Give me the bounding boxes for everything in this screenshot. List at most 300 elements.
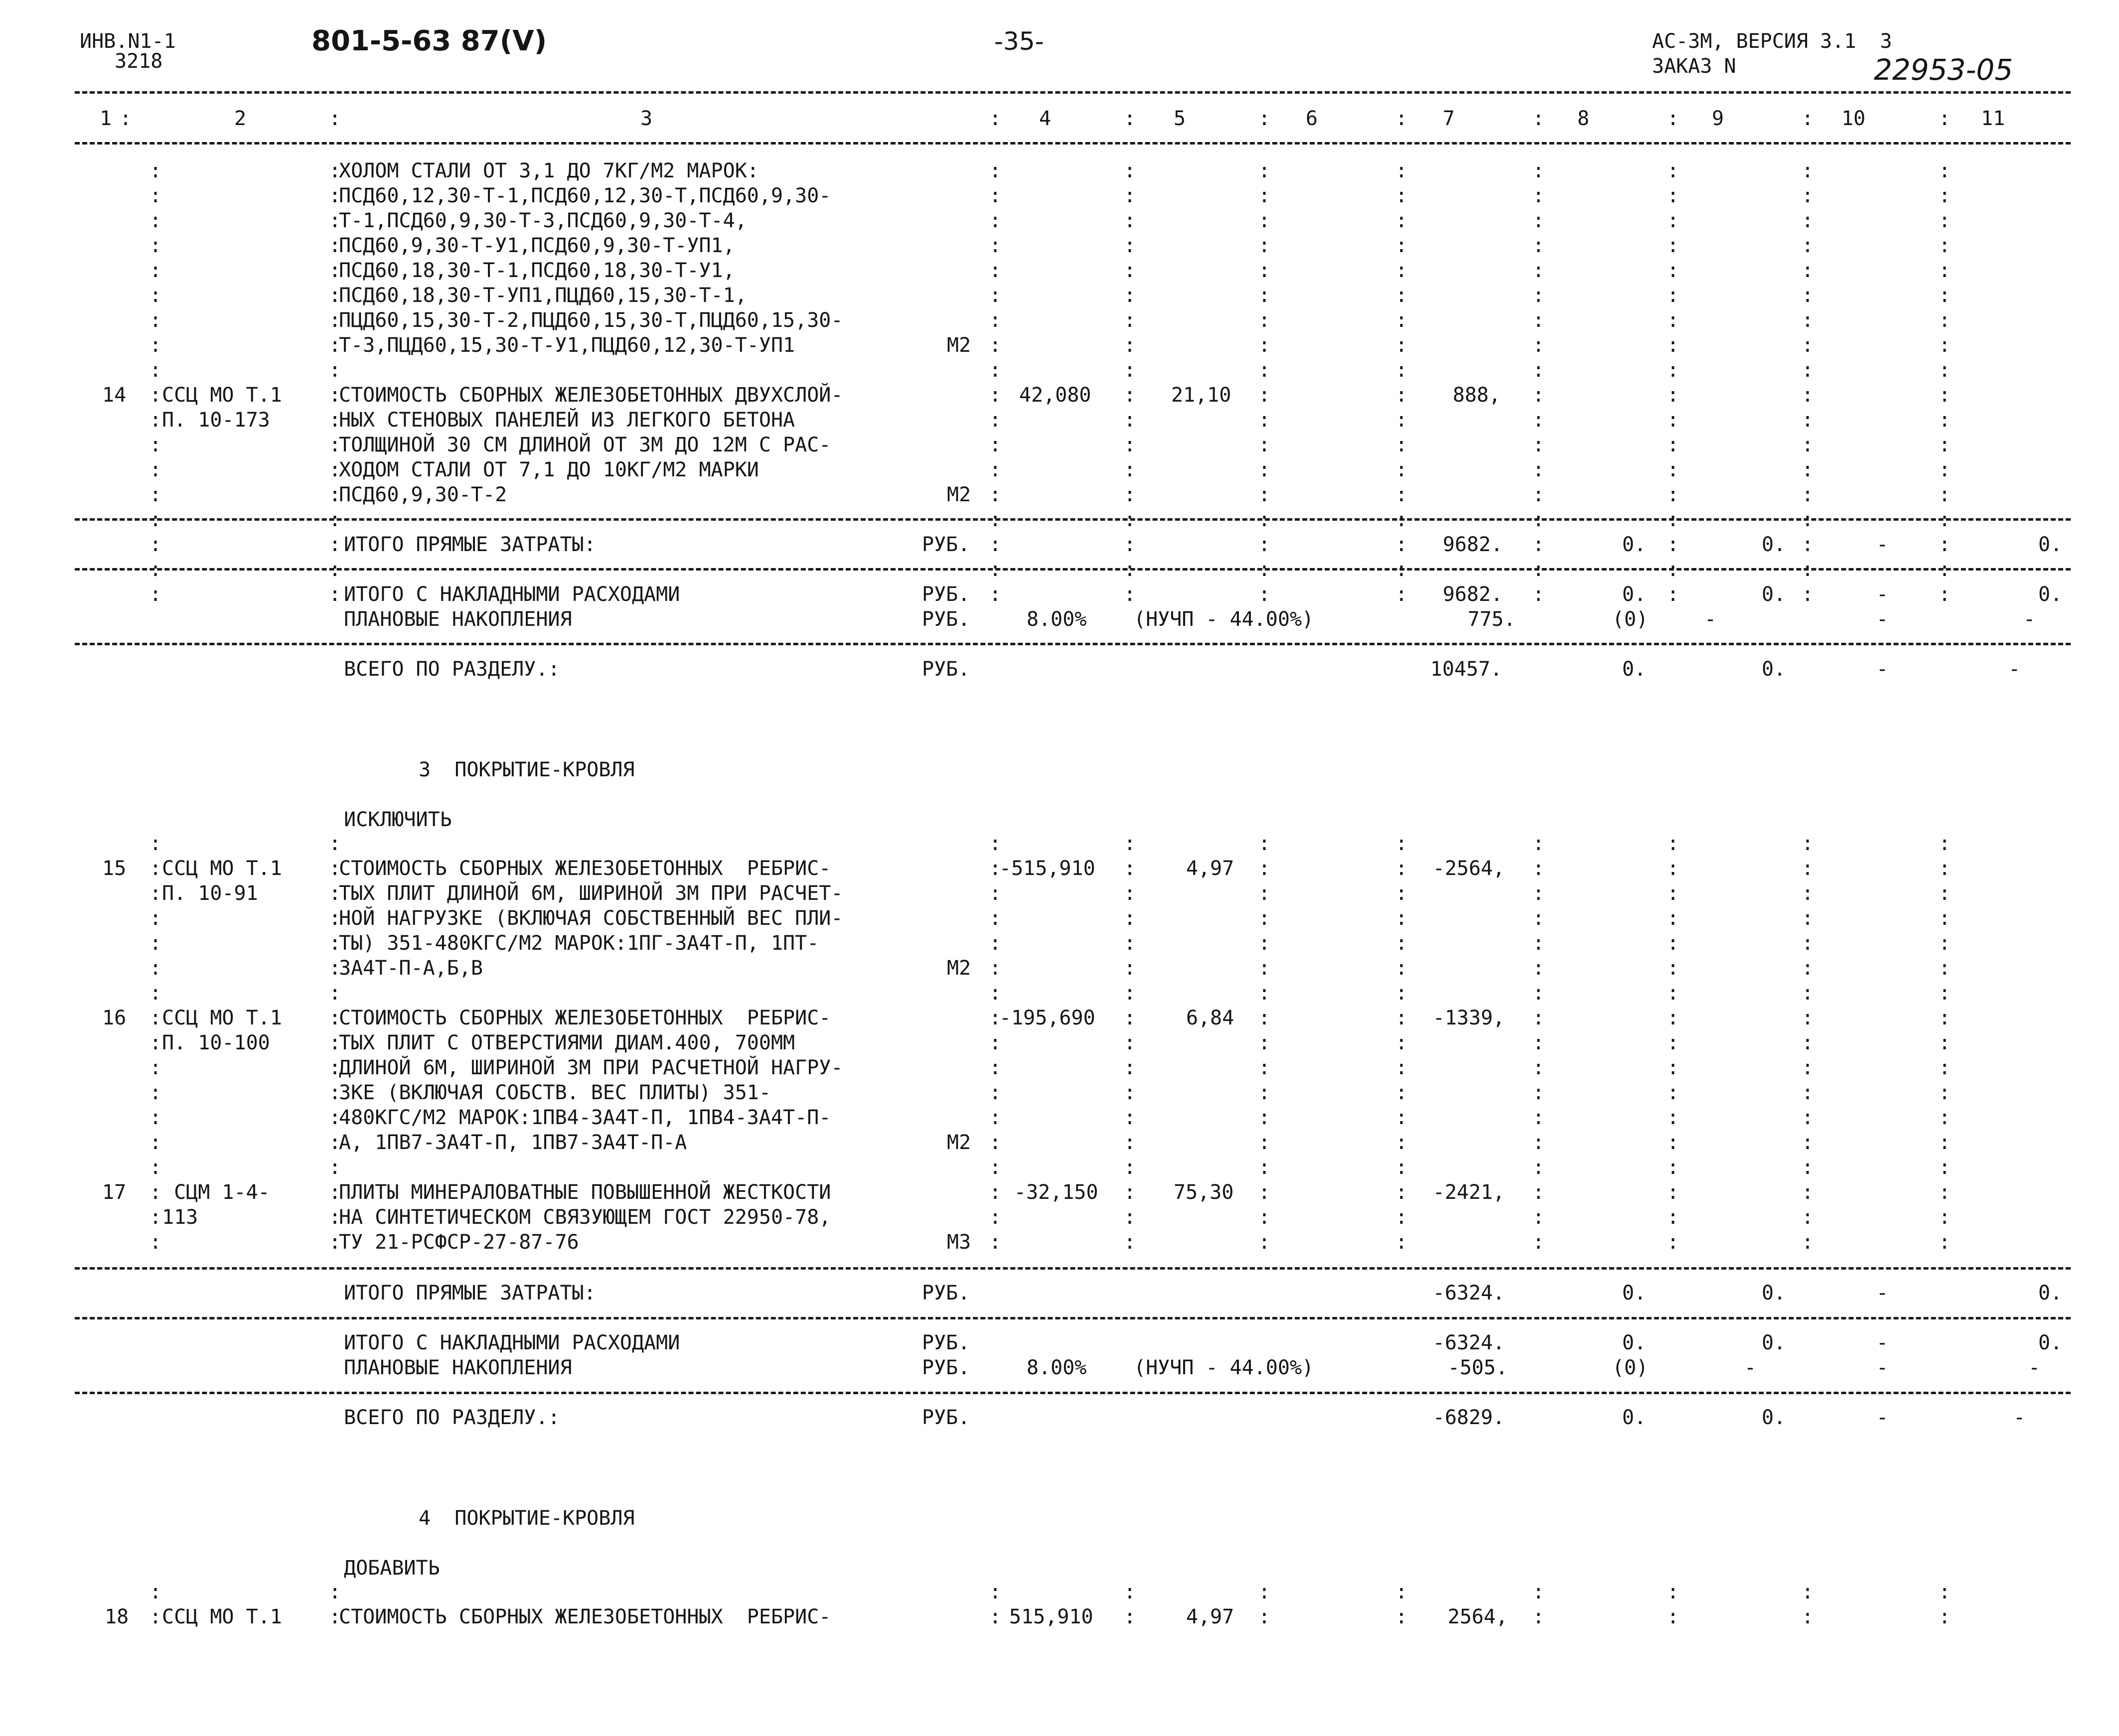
- column-separator: :: [1939, 234, 1951, 257]
- column-separator: :: [150, 1007, 162, 1029]
- total-value: -6324.: [1433, 1282, 1505, 1304]
- column-separator: :: [1395, 558, 1408, 581]
- column-separator: :: [1258, 583, 1271, 606]
- source-reference: П. 10-173: [162, 409, 270, 432]
- column-separator: :: [1939, 1181, 1951, 1204]
- column-separator: :: [1667, 1581, 1679, 1603]
- column-separator: :: [1667, 284, 1679, 307]
- column-separator: :: [1258, 882, 1271, 905]
- total-value: 0.: [1622, 583, 1647, 606]
- column-separator: :: [1124, 458, 1136, 481]
- column-separator: :: [1532, 907, 1545, 930]
- column-separator: :: [1532, 1131, 1545, 1154]
- column-separator: :: [1939, 359, 1951, 382]
- total-value: 0.: [1762, 1282, 1786, 1304]
- column-separator: :: [329, 1056, 341, 1079]
- column-separator: :: [1124, 309, 1136, 332]
- total-value: -: [1876, 583, 1889, 606]
- currency: РУБ.: [922, 583, 970, 606]
- column-separator: :: [150, 1605, 162, 1628]
- description-line: СТОИМОСТЬ СБОРНЫХ ЖЕЛЕЗОБЕТОННЫХ РЕБРИС-: [339, 1605, 831, 1628]
- column-separator: :: [150, 508, 162, 531]
- column-separator: :: [1258, 1007, 1271, 1029]
- quantity: -515,910: [999, 857, 1095, 880]
- column-separator: :: [1124, 957, 1136, 980]
- column-separator: :: [1532, 1181, 1545, 1204]
- column-separator: :: [329, 1181, 341, 1204]
- column-separator: :: [150, 533, 162, 556]
- column-separator: :: [329, 334, 341, 357]
- column-separator: :: [1124, 508, 1136, 531]
- total-value: -: [2013, 1406, 2026, 1429]
- column-separator: :: [150, 1056, 162, 1079]
- total-value: -6324.: [1433, 1331, 1505, 1354]
- column-separator: :: [329, 1156, 341, 1179]
- divider: [75, 1317, 2071, 1319]
- unit-price: 75,30: [1174, 1181, 1234, 1204]
- quantity: -32,150: [1014, 1181, 1098, 1204]
- column-separator: :: [1939, 209, 1951, 232]
- column-separator: :: [1802, 107, 1814, 130]
- column-separator: :: [329, 832, 341, 855]
- column-separator: :: [1667, 1031, 1679, 1054]
- column-separator: :: [1258, 234, 1271, 257]
- column-separator: :: [1802, 409, 1814, 432]
- total-value: (0): [1612, 608, 1649, 631]
- column-separator: :: [1939, 1007, 1951, 1029]
- column-separator: :: [1124, 483, 1136, 506]
- description-line: ПЛИТЫ МИНЕРАЛОВАТНЫЕ ПОВЫШЕННОЙ ЖЕСТКОСТИ: [339, 1181, 831, 1204]
- column-separator: :: [1667, 1156, 1679, 1179]
- column-separator: :: [1124, 334, 1136, 357]
- column-separator: :: [1939, 107, 1951, 130]
- column-separator: :: [329, 184, 341, 207]
- column-separator: :: [1939, 1231, 1951, 1254]
- column-separator: :: [1532, 284, 1545, 307]
- currency: РУБ.: [922, 533, 970, 556]
- total-value: 0.: [1762, 658, 1786, 681]
- column-separator: :: [1395, 583, 1408, 606]
- column-separator: :: [1939, 159, 1951, 182]
- column-separator: :: [1532, 957, 1545, 980]
- description-line: СТОИМОСТЬ СБОРНЫХ ЖЕЛЕЗОБЕТОННЫХ РЕБРИС-: [339, 1007, 831, 1029]
- column-separator: :: [1124, 932, 1136, 955]
- column-separator: :: [989, 1156, 1002, 1179]
- section-action: ДОБАВИТЬ: [344, 1557, 440, 1580]
- column-separator: :: [1124, 284, 1136, 307]
- total-value: (0): [1612, 1356, 1649, 1379]
- column-separator: :: [1124, 907, 1136, 930]
- column-separator: :: [1939, 882, 1951, 905]
- column-separator: :: [989, 359, 1002, 382]
- column-separator: :: [1802, 309, 1814, 332]
- column-separator: :: [150, 1156, 162, 1179]
- total-value: -: [1876, 1406, 1889, 1429]
- column-separator: :: [329, 1081, 341, 1104]
- column-separator: :: [1395, 409, 1408, 432]
- total-value: -: [1704, 608, 1717, 631]
- column-separator: :: [989, 458, 1002, 481]
- column-separator: :: [1395, 159, 1408, 182]
- column-separator: :: [150, 583, 162, 606]
- column-separator: :: [1667, 583, 1679, 606]
- column-separator: :: [989, 1106, 1002, 1129]
- column-separator: :: [150, 159, 162, 182]
- column-separator: :: [989, 384, 1002, 407]
- column-separator: :: [1124, 857, 1136, 880]
- column-separator: :: [1667, 259, 1679, 282]
- column-separator: :: [1258, 932, 1271, 955]
- totals-label: ВСЕГО ПО РАЗДЕЛУ.:: [344, 658, 560, 681]
- column-separator: :: [1395, 832, 1408, 855]
- column-separator: :: [1802, 882, 1814, 905]
- column-separator: :: [1124, 982, 1136, 1005]
- column-separator: :: [989, 234, 1002, 257]
- column-separator: :: [1258, 982, 1271, 1005]
- column-separator: :: [1802, 1031, 1814, 1054]
- column-separator: :: [1258, 359, 1271, 382]
- column-separator: :: [1802, 533, 1814, 556]
- column-separator: :: [1395, 334, 1408, 357]
- column-separator: :: [150, 1581, 162, 1603]
- column-separator: :: [1258, 1081, 1271, 1104]
- unit-price: 21,10: [1171, 384, 1231, 407]
- totals-label: ПЛАНОВЫЕ НАКОПЛЕНИЯ: [344, 608, 572, 631]
- column-separator: :: [150, 259, 162, 282]
- column-separator: :: [1258, 832, 1271, 855]
- source-reference: ССЦ МО Т.1: [162, 1605, 282, 1628]
- column-separator: :: [989, 1031, 1002, 1054]
- column-separator: :: [1124, 583, 1136, 606]
- column-separator: :: [1258, 857, 1271, 880]
- section-action: ИСКЛЮЧИТЬ: [344, 808, 452, 831]
- column-separator: :: [1395, 1007, 1408, 1029]
- column-separator: :: [989, 1007, 1002, 1029]
- column-separator: :: [1395, 1581, 1408, 1603]
- total-value: 0.: [1622, 658, 1647, 681]
- section-title: 4 ПОКРЫТИЕ-КРОВЛЯ: [419, 1507, 635, 1530]
- column-separator: :: [329, 1007, 341, 1029]
- column-separator: :: [1124, 533, 1136, 556]
- column-separator: :: [1532, 882, 1545, 905]
- column-separator: :: [1939, 434, 1951, 456]
- column-separator: :: [1395, 1605, 1408, 1628]
- column-separator: :: [1802, 483, 1814, 506]
- description-line: А, 1ПВ7-3А4Т-П, 1ПВ7-3А4Т-П-А: [339, 1131, 687, 1154]
- currency: РУБ.: [922, 1331, 970, 1354]
- column-separator: :: [1258, 159, 1271, 182]
- column-separator: :: [1802, 1206, 1814, 1229]
- column-separator: :: [1802, 384, 1814, 407]
- total-value: -: [1876, 1356, 1889, 1379]
- column-separator: :: [1939, 1605, 1951, 1628]
- column-separator: :: [1124, 1031, 1136, 1054]
- column-separator: :: [989, 1206, 1002, 1229]
- column-separator: :: [150, 558, 162, 581]
- column-separator: :: [1395, 882, 1408, 905]
- column-number: 8: [1577, 107, 1590, 130]
- unit: М2: [947, 483, 971, 506]
- column-separator: :: [1802, 508, 1814, 531]
- column-separator: :: [989, 957, 1002, 980]
- column-separator: :: [1395, 458, 1408, 481]
- description-line: ТУ 21-РСФСР-27-87-76: [339, 1231, 579, 1254]
- column-separator: :: [1667, 483, 1679, 506]
- column-separator: :: [1667, 857, 1679, 880]
- column-separator: :: [1532, 1106, 1545, 1129]
- total-value: 0.: [1622, 1406, 1647, 1429]
- column-separator: :: [1395, 533, 1408, 556]
- column-separator: :: [989, 982, 1002, 1005]
- currency: РУБ.: [922, 608, 970, 631]
- total-value: -: [2008, 658, 2021, 681]
- column-separator: :: [1124, 1181, 1136, 1204]
- column-separator: :: [1395, 483, 1408, 506]
- column-separator: :: [1124, 1056, 1136, 1079]
- column-separator: :: [1802, 434, 1814, 456]
- column-separator: :: [1532, 558, 1545, 581]
- column-separator: :: [1124, 184, 1136, 207]
- column-separator: :: [1667, 1231, 1679, 1254]
- column-separator: :: [150, 907, 162, 930]
- column-separator: :: [329, 458, 341, 481]
- column-separator: :: [1802, 1106, 1814, 1129]
- column-separator: :: [1258, 1581, 1271, 1603]
- column-separator: :: [1802, 234, 1814, 257]
- column-separator: :: [1258, 1231, 1271, 1254]
- column-separator: :: [150, 1081, 162, 1104]
- column-separator: :: [329, 1131, 341, 1154]
- total-value: -: [2023, 608, 2036, 631]
- total-value: -: [2028, 1356, 2041, 1379]
- column-separator: :: [1258, 259, 1271, 282]
- column-separator: :: [989, 1231, 1002, 1254]
- program-version: АС-ЗМ, ВЕРСИЯ 3.1 3: [1652, 30, 1892, 53]
- column-separator: :: [989, 259, 1002, 282]
- row-number: 18: [105, 1605, 129, 1628]
- column-separator: :: [1802, 284, 1814, 307]
- inventory-label: ИНВ.N1-1: [80, 30, 176, 53]
- nuchp-rate: (НУЧП - 44.00%): [1134, 1356, 1314, 1379]
- total-value: -: [1876, 1331, 1889, 1354]
- column-separator: :: [1124, 159, 1136, 182]
- column-separator: :: [1258, 533, 1271, 556]
- column-separator: :: [1802, 1605, 1814, 1628]
- column-separator: :: [1939, 533, 1951, 556]
- total-value: 0.: [1762, 1331, 1786, 1354]
- description-line: ДЛИНОЙ 6М, ШИРИНОЙ 3М ПРИ РАСЧЕТНОЙ НАГРУ-: [339, 1056, 843, 1079]
- total-cost: -2564,: [1433, 857, 1505, 880]
- column-separator: :: [1939, 259, 1951, 282]
- column-separator: :: [1802, 832, 1814, 855]
- section-title: 3 ПОКРЫТИЕ-КРОВЛЯ: [419, 758, 635, 781]
- description-line: ЗКЕ (ВКЛЮЧАЯ СОБСТВ. ВЕС ПЛИТЫ) 351-: [339, 1081, 771, 1104]
- column-separator: :: [989, 1181, 1002, 1204]
- column-separator: :: [1124, 434, 1136, 456]
- column-separator: :: [1258, 1156, 1271, 1179]
- total-cost: -2421,: [1433, 1181, 1505, 1204]
- column-separator: :: [989, 508, 1002, 531]
- divider: [75, 568, 2071, 571]
- description-line: ПСД60,9,30-Т-У1,ПСД60,9,30-Т-УП1,: [339, 234, 735, 257]
- column-separator: :: [1124, 259, 1136, 282]
- description-line: ТЫХ ПЛИТ С ОТВЕРСТИЯМИ ДИАМ.400, 700ММ: [339, 1031, 795, 1054]
- column-separator: :: [1258, 409, 1271, 432]
- column-separator: :: [1532, 259, 1545, 282]
- column-separator: :: [1667, 1106, 1679, 1129]
- column-separator: :: [1395, 982, 1408, 1005]
- column-number: 6: [1306, 107, 1318, 130]
- total-value: -: [1876, 608, 1889, 631]
- column-separator: :: [1258, 558, 1271, 581]
- column-separator: :: [1802, 857, 1814, 880]
- column-separator: :: [150, 1181, 162, 1204]
- description-line: ТОЛЩИНОЙ 30 СМ ДЛИНОЙ ОТ 3М ДО 12М С РАС-: [339, 434, 831, 456]
- source-reference: ССЦ МО Т.1: [162, 1007, 282, 1029]
- column-separator: :: [1395, 359, 1408, 382]
- column-separator: :: [1939, 483, 1951, 506]
- column-separator: :: [329, 384, 341, 407]
- column-separator: :: [1395, 907, 1408, 930]
- column-separator: :: [1395, 284, 1408, 307]
- column-separator: :: [1667, 107, 1679, 130]
- column-separator: :: [1124, 107, 1136, 130]
- column-separator: :: [329, 483, 341, 506]
- column-separator: :: [1258, 1106, 1271, 1129]
- total-value: 0.: [2038, 1282, 2063, 1304]
- column-number: 1: [100, 107, 112, 130]
- totals-label: ВСЕГО ПО РАЗДЕЛУ.:: [344, 1406, 560, 1429]
- column-separator: :: [150, 882, 162, 905]
- description-line: СТОИМОСТЬ СБОРНЫХ ЖЕЛЕЗОБЕТОННЫХ РЕБРИС-: [339, 857, 831, 880]
- column-separator: :: [1939, 309, 1951, 332]
- column-separator: :: [1939, 334, 1951, 357]
- total-cost: 2564,: [1448, 1605, 1508, 1628]
- column-separator: :: [1395, 309, 1408, 332]
- column-separator: :: [329, 107, 341, 130]
- row-number: 16: [102, 1007, 127, 1029]
- column-separator: :: [1667, 409, 1679, 432]
- column-separator: :: [1939, 907, 1951, 930]
- column-separator: :: [989, 159, 1002, 182]
- source-reference: П. 10-91: [162, 882, 258, 905]
- column-separator: :: [1667, 832, 1679, 855]
- column-separator: :: [1802, 932, 1814, 955]
- column-separator: :: [1124, 359, 1136, 382]
- column-separator: :: [1939, 832, 1951, 855]
- unit: М3: [947, 1231, 971, 1254]
- column-separator: :: [329, 907, 341, 930]
- column-separator: :: [989, 932, 1002, 955]
- column-separator: :: [150, 284, 162, 307]
- description-line: ХОЛОМ СТАЛИ ОТ 3,1 ДО 7КГ/М2 МАРОК:: [339, 159, 759, 182]
- percent: 8.00%: [1027, 608, 1087, 631]
- totals-label: ИТОГО ПРЯМЫЕ ЗАТРАТЫ:: [344, 533, 596, 556]
- column-separator: :: [1532, 1156, 1545, 1179]
- column-separator: :: [329, 583, 341, 606]
- column-number: 2: [234, 107, 247, 130]
- column-separator: :: [989, 434, 1002, 456]
- description-line: ХОДОМ СТАЛИ ОТ 7,1 ДО 10КГ/М2 МАРКИ: [339, 458, 759, 481]
- divider: [75, 142, 2071, 145]
- column-separator: :: [329, 533, 341, 556]
- unit-price: 4,97: [1186, 1605, 1234, 1628]
- column-separator: :: [989, 409, 1002, 432]
- total-value: 9682.: [1443, 533, 1503, 556]
- column-separator: :: [1258, 483, 1271, 506]
- column-separator: :: [1939, 1581, 1951, 1603]
- column-separator: :: [1532, 1081, 1545, 1104]
- column-separator: :: [1667, 184, 1679, 207]
- column-separator: :: [1939, 458, 1951, 481]
- quantity: 515,910: [1009, 1605, 1093, 1628]
- column-separator: :: [1532, 209, 1545, 232]
- column-separator: :: [1667, 384, 1679, 407]
- column-separator: :: [1532, 334, 1545, 357]
- description-line: ПСД60,18,30-Т-1,ПСД60,18,30-Т-У1,: [339, 259, 735, 282]
- column-separator: :: [120, 107, 132, 130]
- column-separator: :: [329, 558, 341, 581]
- total-value: 0.: [2038, 583, 2063, 606]
- column-separator: :: [1802, 558, 1814, 581]
- total-value: -: [1876, 1282, 1889, 1304]
- column-separator: :: [329, 234, 341, 257]
- total-value: -: [1876, 658, 1889, 681]
- column-separator: :: [1124, 1131, 1136, 1154]
- column-separator: :: [1258, 1605, 1271, 1628]
- column-separator: :: [1532, 234, 1545, 257]
- total-value: 9682.: [1443, 583, 1503, 606]
- column-separator: :: [1667, 508, 1679, 531]
- row-number: 15: [102, 857, 127, 880]
- description-line: ПЦД60,15,30-Т-2,ПЦД60,15,30-Т,ПЦД60,15,30-: [339, 309, 843, 332]
- column-separator: :: [1939, 184, 1951, 207]
- column-separator: :: [1802, 1231, 1814, 1254]
- column-separator: :: [1667, 159, 1679, 182]
- column-separator: :: [150, 234, 162, 257]
- divider: [75, 518, 2071, 521]
- total-value: 10457.: [1430, 658, 1503, 681]
- totals-label: ИТОГО С НАКЛАДНЫМИ РАСХОДАМИ: [344, 1331, 680, 1354]
- column-separator: :: [1667, 434, 1679, 456]
- column-separator: :: [1667, 1007, 1679, 1029]
- column-separator: :: [1124, 1007, 1136, 1029]
- column-separator: :: [1667, 458, 1679, 481]
- column-separator: :: [1939, 384, 1951, 407]
- total-value: -: [1876, 533, 1889, 556]
- unit: М2: [947, 957, 971, 980]
- divider: [75, 91, 2071, 94]
- divider: [75, 1267, 2071, 1270]
- column-separator: :: [1124, 1206, 1136, 1229]
- column-separator: :: [1258, 107, 1271, 130]
- column-number: 7: [1443, 107, 1455, 130]
- column-separator: :: [329, 309, 341, 332]
- column-separator: :: [1258, 434, 1271, 456]
- column-separator: :: [1667, 1605, 1679, 1628]
- column-separator: :: [1532, 359, 1545, 382]
- column-separator: :: [329, 882, 341, 905]
- currency: РУБ.: [922, 1356, 970, 1379]
- column-separator: :: [150, 184, 162, 207]
- column-separator: :: [1939, 1031, 1951, 1054]
- column-separator: :: [989, 483, 1002, 506]
- total-value: -505.: [1448, 1356, 1508, 1379]
- row-number: 17: [102, 1181, 127, 1204]
- column-separator: :: [1395, 184, 1408, 207]
- column-separator: :: [1939, 932, 1951, 955]
- column-separator: :: [1939, 409, 1951, 432]
